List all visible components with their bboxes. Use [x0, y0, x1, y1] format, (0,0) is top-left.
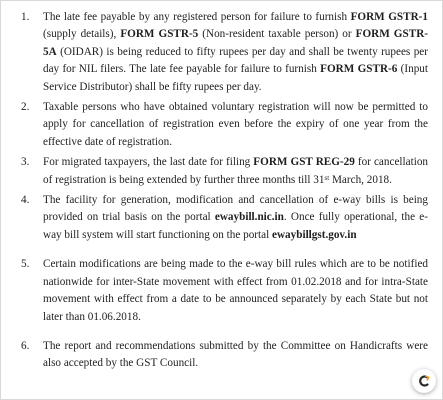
item-number: 5.	[21, 258, 30, 271]
item-text: For migrated taxpayers, the last date for filing FORM GST REG-29 for cancellation of registration is being extended by further three months till 31st March, 2018.	[43, 156, 429, 186]
list-item-2	[21, 99, 428, 151]
list-item-1	[21, 9, 428, 96]
item-text: Taxable persons who have obtained voluntary registration will now be permitted to apply for cancellation of registration even before the expiry of one year from the effective date of registration.	[43, 101, 428, 148]
scroll-up-icon	[417, 374, 431, 388]
ordinal-suffix: st	[324, 173, 330, 182]
item-number: 3.	[21, 156, 30, 169]
form-gstr-1-ref: FORM GSTR-1	[350, 11, 428, 23]
item-number: 2.	[21, 101, 30, 114]
item-text: Certain modifications are being made to the e-way bill rules which are to be notified nationwide for inter-State movement with effect from 01.02.2018 and for intra-State movement with effect from a date to be announced separately by each State but not later than 01.06.2018.	[43, 258, 428, 323]
form-gst-reg-29-ref: FORM GST REG-29	[253, 156, 355, 169]
form-gstr-5a-ref: FORM GSTR-5A	[43, 28, 428, 58]
list-item-6	[21, 338, 428, 373]
scroll-up-button[interactable]	[412, 369, 436, 393]
form-gstr-6-ref: FORM GSTR-6	[320, 63, 398, 76]
portal-ewaybillgst-ref: ewaybillgst.gov.in	[272, 228, 357, 241]
item-number: 4.	[21, 194, 30, 207]
item-text: The report and recommendations submitted by the Committee on Handicrafts were also accepted by the GST Council.	[43, 339, 428, 370]
list-item-3	[21, 154, 428, 189]
list-item-5	[21, 256, 428, 326]
item-text: The facility for generation, modification and cancellation of e-way bills is being provided on trial basis on the portal ewaybill.nic.in. Once fully operational, the e-way bill system will start functioning on the portal ewaybillgst.gov.in	[43, 194, 429, 241]
list-item-4	[21, 192, 428, 244]
portal-ewaybill-nic-ref: ewaybill.nic.in	[214, 211, 284, 224]
form-gstr-5-ref: FORM GSTR-5	[120, 28, 199, 41]
item-text: The late fee payable by any registered person for failure to furnish FORM GSTR-1 (supply details), FORM GSTR-5 (Non-resident taxable person) or FORM GSTR-5A (OIDAR) is being reduced to fifty rupees per day and shall be twenty rupees per day for NIL filers. The late fee payable for failure to furnish FORM GSTR-6 (Input Service Distributor) shall be fifty rupees per day.	[43, 11, 428, 93]
item-number: 6.	[21, 339, 30, 352]
item-number: 1.	[21, 11, 30, 23]
gst-decision-list	[1, 1, 442, 373]
